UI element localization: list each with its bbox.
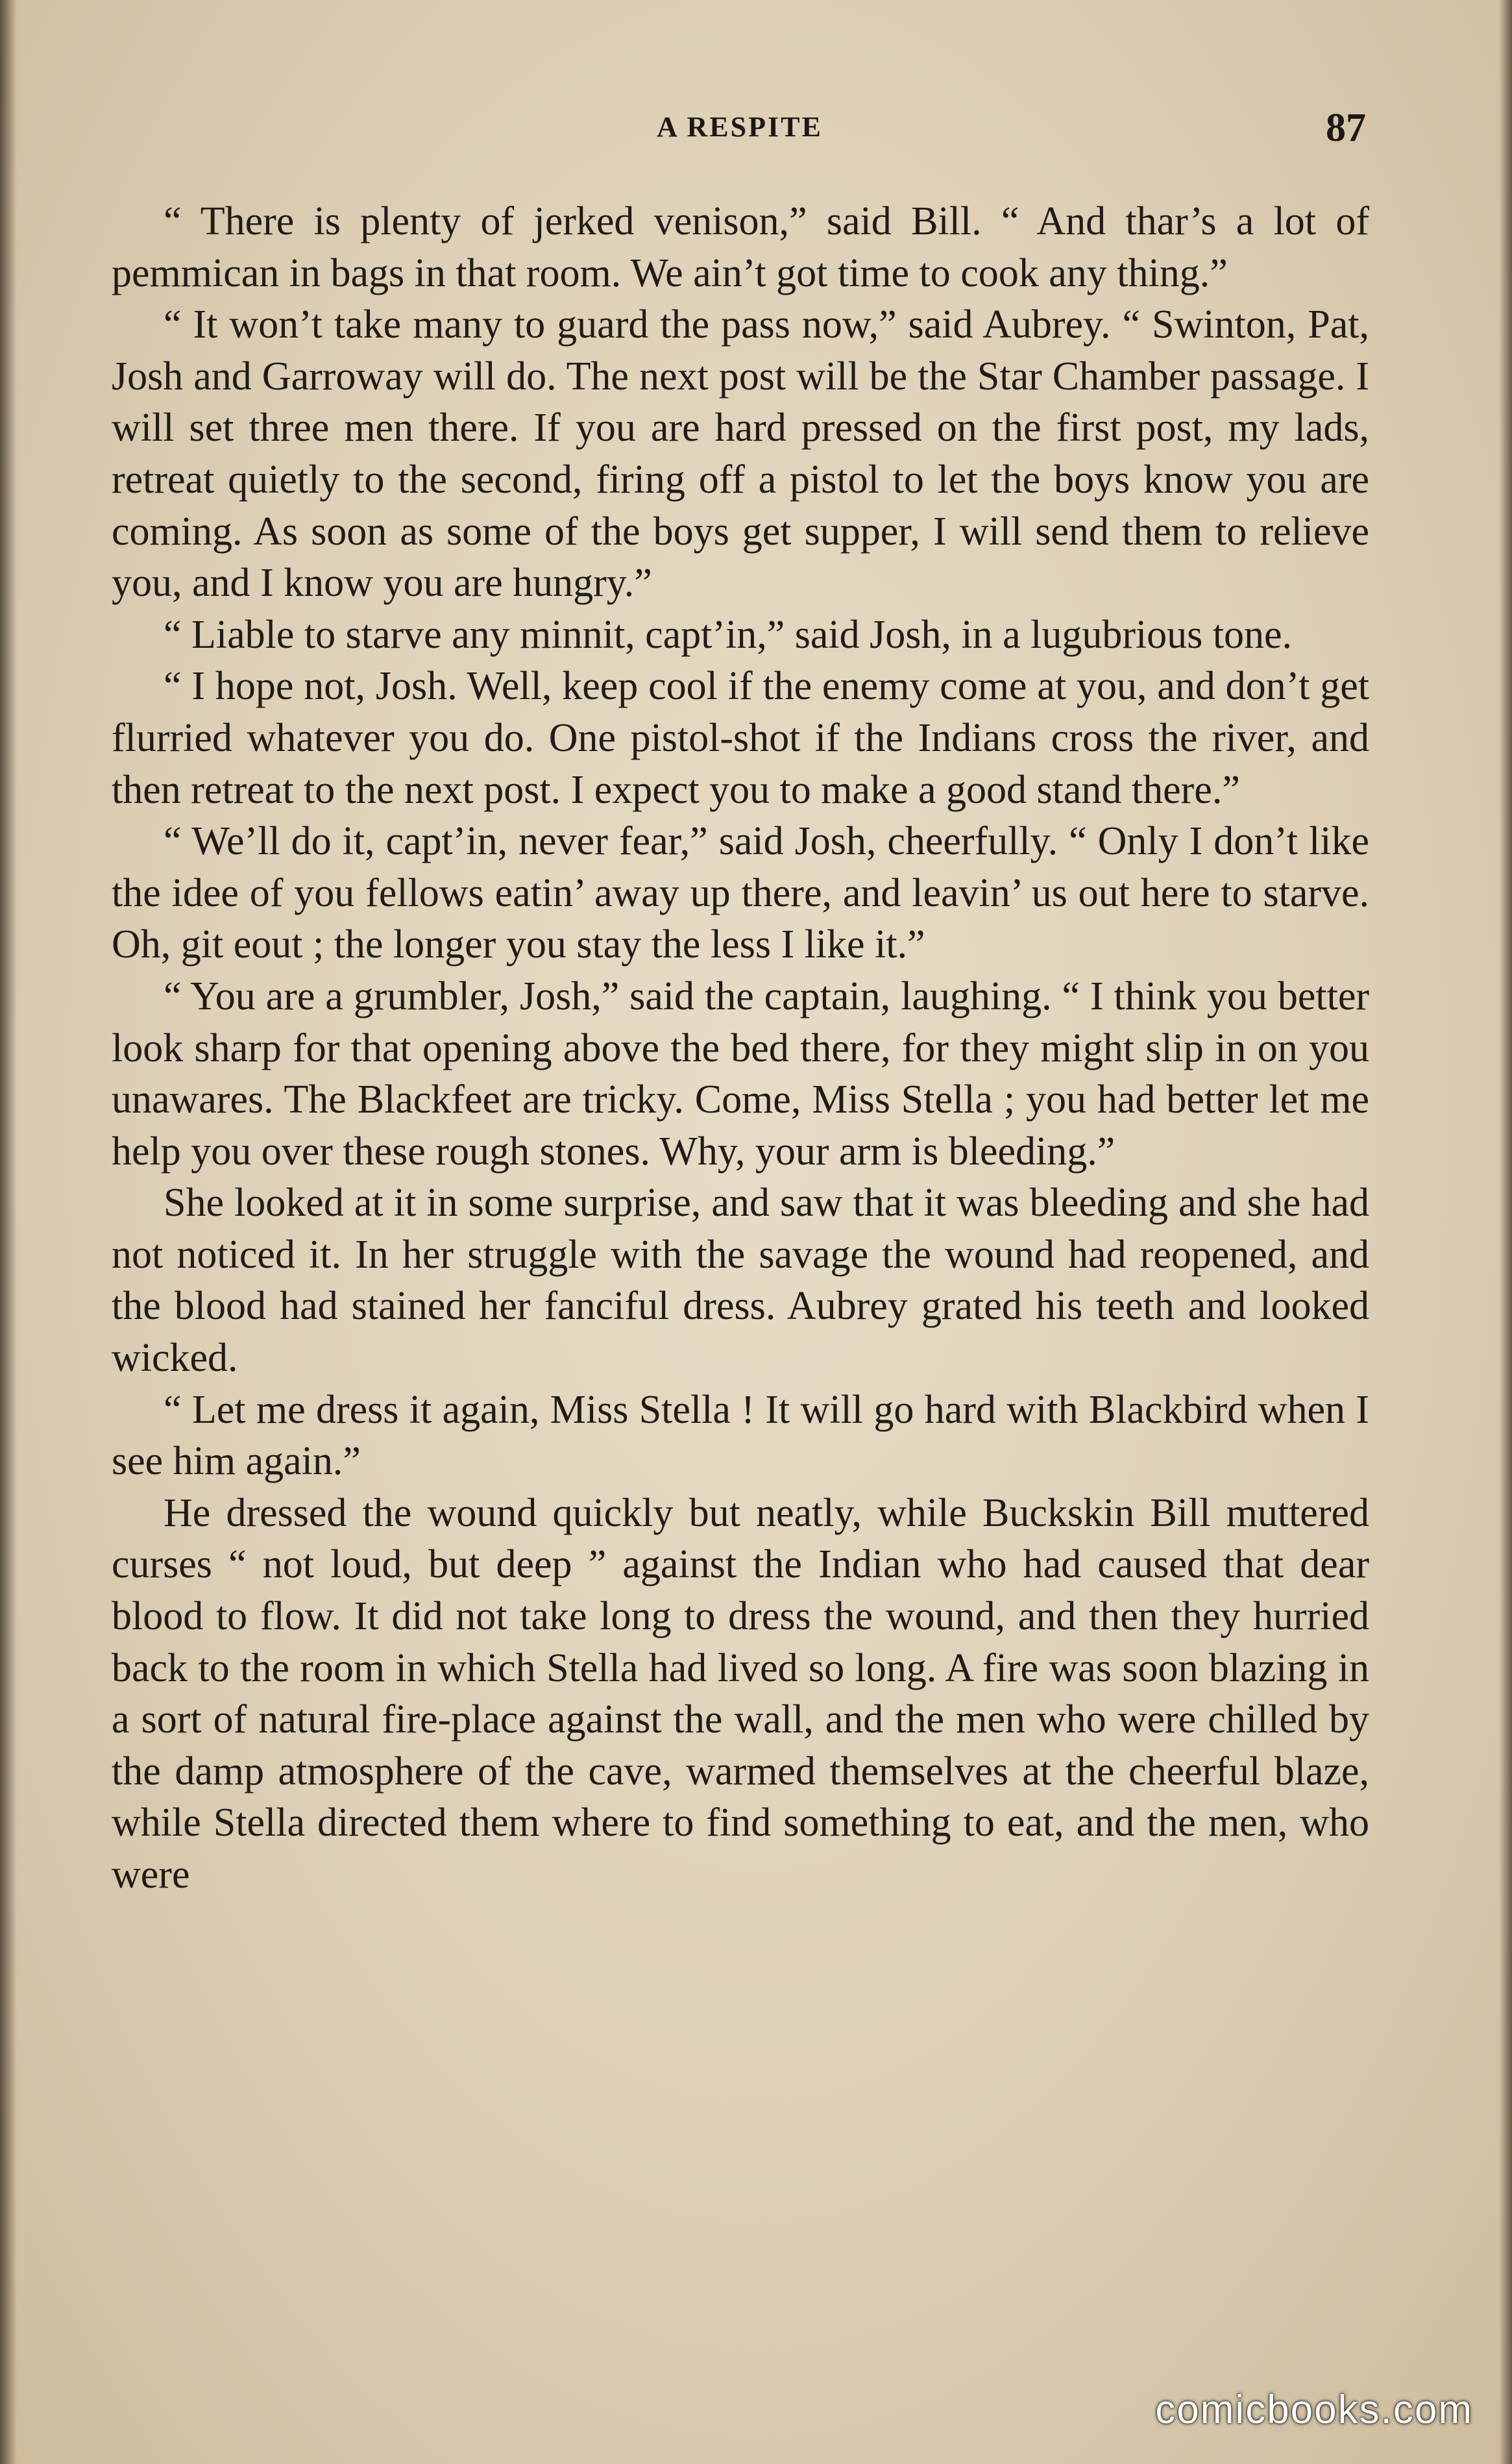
page-header xyxy=(114,106,1366,156)
paragraph: “ We’ll do it, capt’in, never fear,” said Josh, cheerfully. “ Only I don’t like the idee of you fellows eatin’ away up there, and leavin’ us out here to starve. Oh, git eout ; the longer you stay the less I like it.” xyxy=(112,819,1369,967)
paragraph: “ Liable to starve any minnit, capt’in,” said Josh, in a lugubrious tone. xyxy=(164,612,1293,657)
paragraph: “ It won’t take many to guard the pass now,” said Aubrey. “ Swinton, Pat, Josh and Garroway will do. The next post will be the Star Chamber passage. I will set three men there. If you are hard pressed on the first post, my lads, retreat quietly to the second, firing off a pistol to let the boys know you are coming. As soon as some of the boys get supper, I will send them to relieve you, and I know you are hungry.” xyxy=(112,302,1369,606)
paragraph: “ Let me dress it again, Miss Stella ! It will go hard with Blackbird when I see him again.” xyxy=(112,1387,1369,1484)
paragraph: “ You are a grumbler, Josh,” said the captain, laughing. “ I think you better look sharp for that opening above the bed there, for they might slip in on you unawares. The Blackfeet are tricky. Come, Miss Stella ; you had better let me help you over these rough stones. Why, your arm is bleeding.” xyxy=(112,974,1369,1174)
site-watermark: comicbooks.com xyxy=(1155,2387,1473,2432)
paragraph: “ There is plenty of jerked venison,” said Bill. “ And thar’s a lot of pemmican in bags in that room. We ain’t got time to cook any thing.” xyxy=(112,199,1369,295)
paragraph: He dressed the wound quickly but neatly, while Buckskin Bill muttered curses “ not loud, but deep ” against the Indian who had caused that dear blood to flow. It did not take long to dress the wound, and then they hurried back to the room in which Stella had lived so long. A fire was soon blazing in a sort of natural fire-place against the wall, and the men who were chilled by the damp atmosphere of the cave, warmed themselves at the cheerful blaze, while Stella directed them where to find something to eat, and the men, who were xyxy=(112,1490,1369,1897)
running-head: A RESPITE xyxy=(657,111,823,143)
paragraph: “ I hope not, Josh. Well, keep cool if the enemy come at you, and don’t get flurried whatever you do. One pistol-shot if the Indians cross the river, and then retreat to the next post. I expect you to make a good stand there.” xyxy=(112,664,1369,812)
body-text xyxy=(112,196,1369,1901)
paragraph: She looked at it in some surprise, and saw that it was bleeding and she had not noticed it. In her struggle with the savage the wound had reopened, and the blood had stained her fanciful dress. Aubrey grated his teeth and looked wicked. xyxy=(112,1181,1369,1381)
page-number: 87 xyxy=(1326,106,1366,150)
